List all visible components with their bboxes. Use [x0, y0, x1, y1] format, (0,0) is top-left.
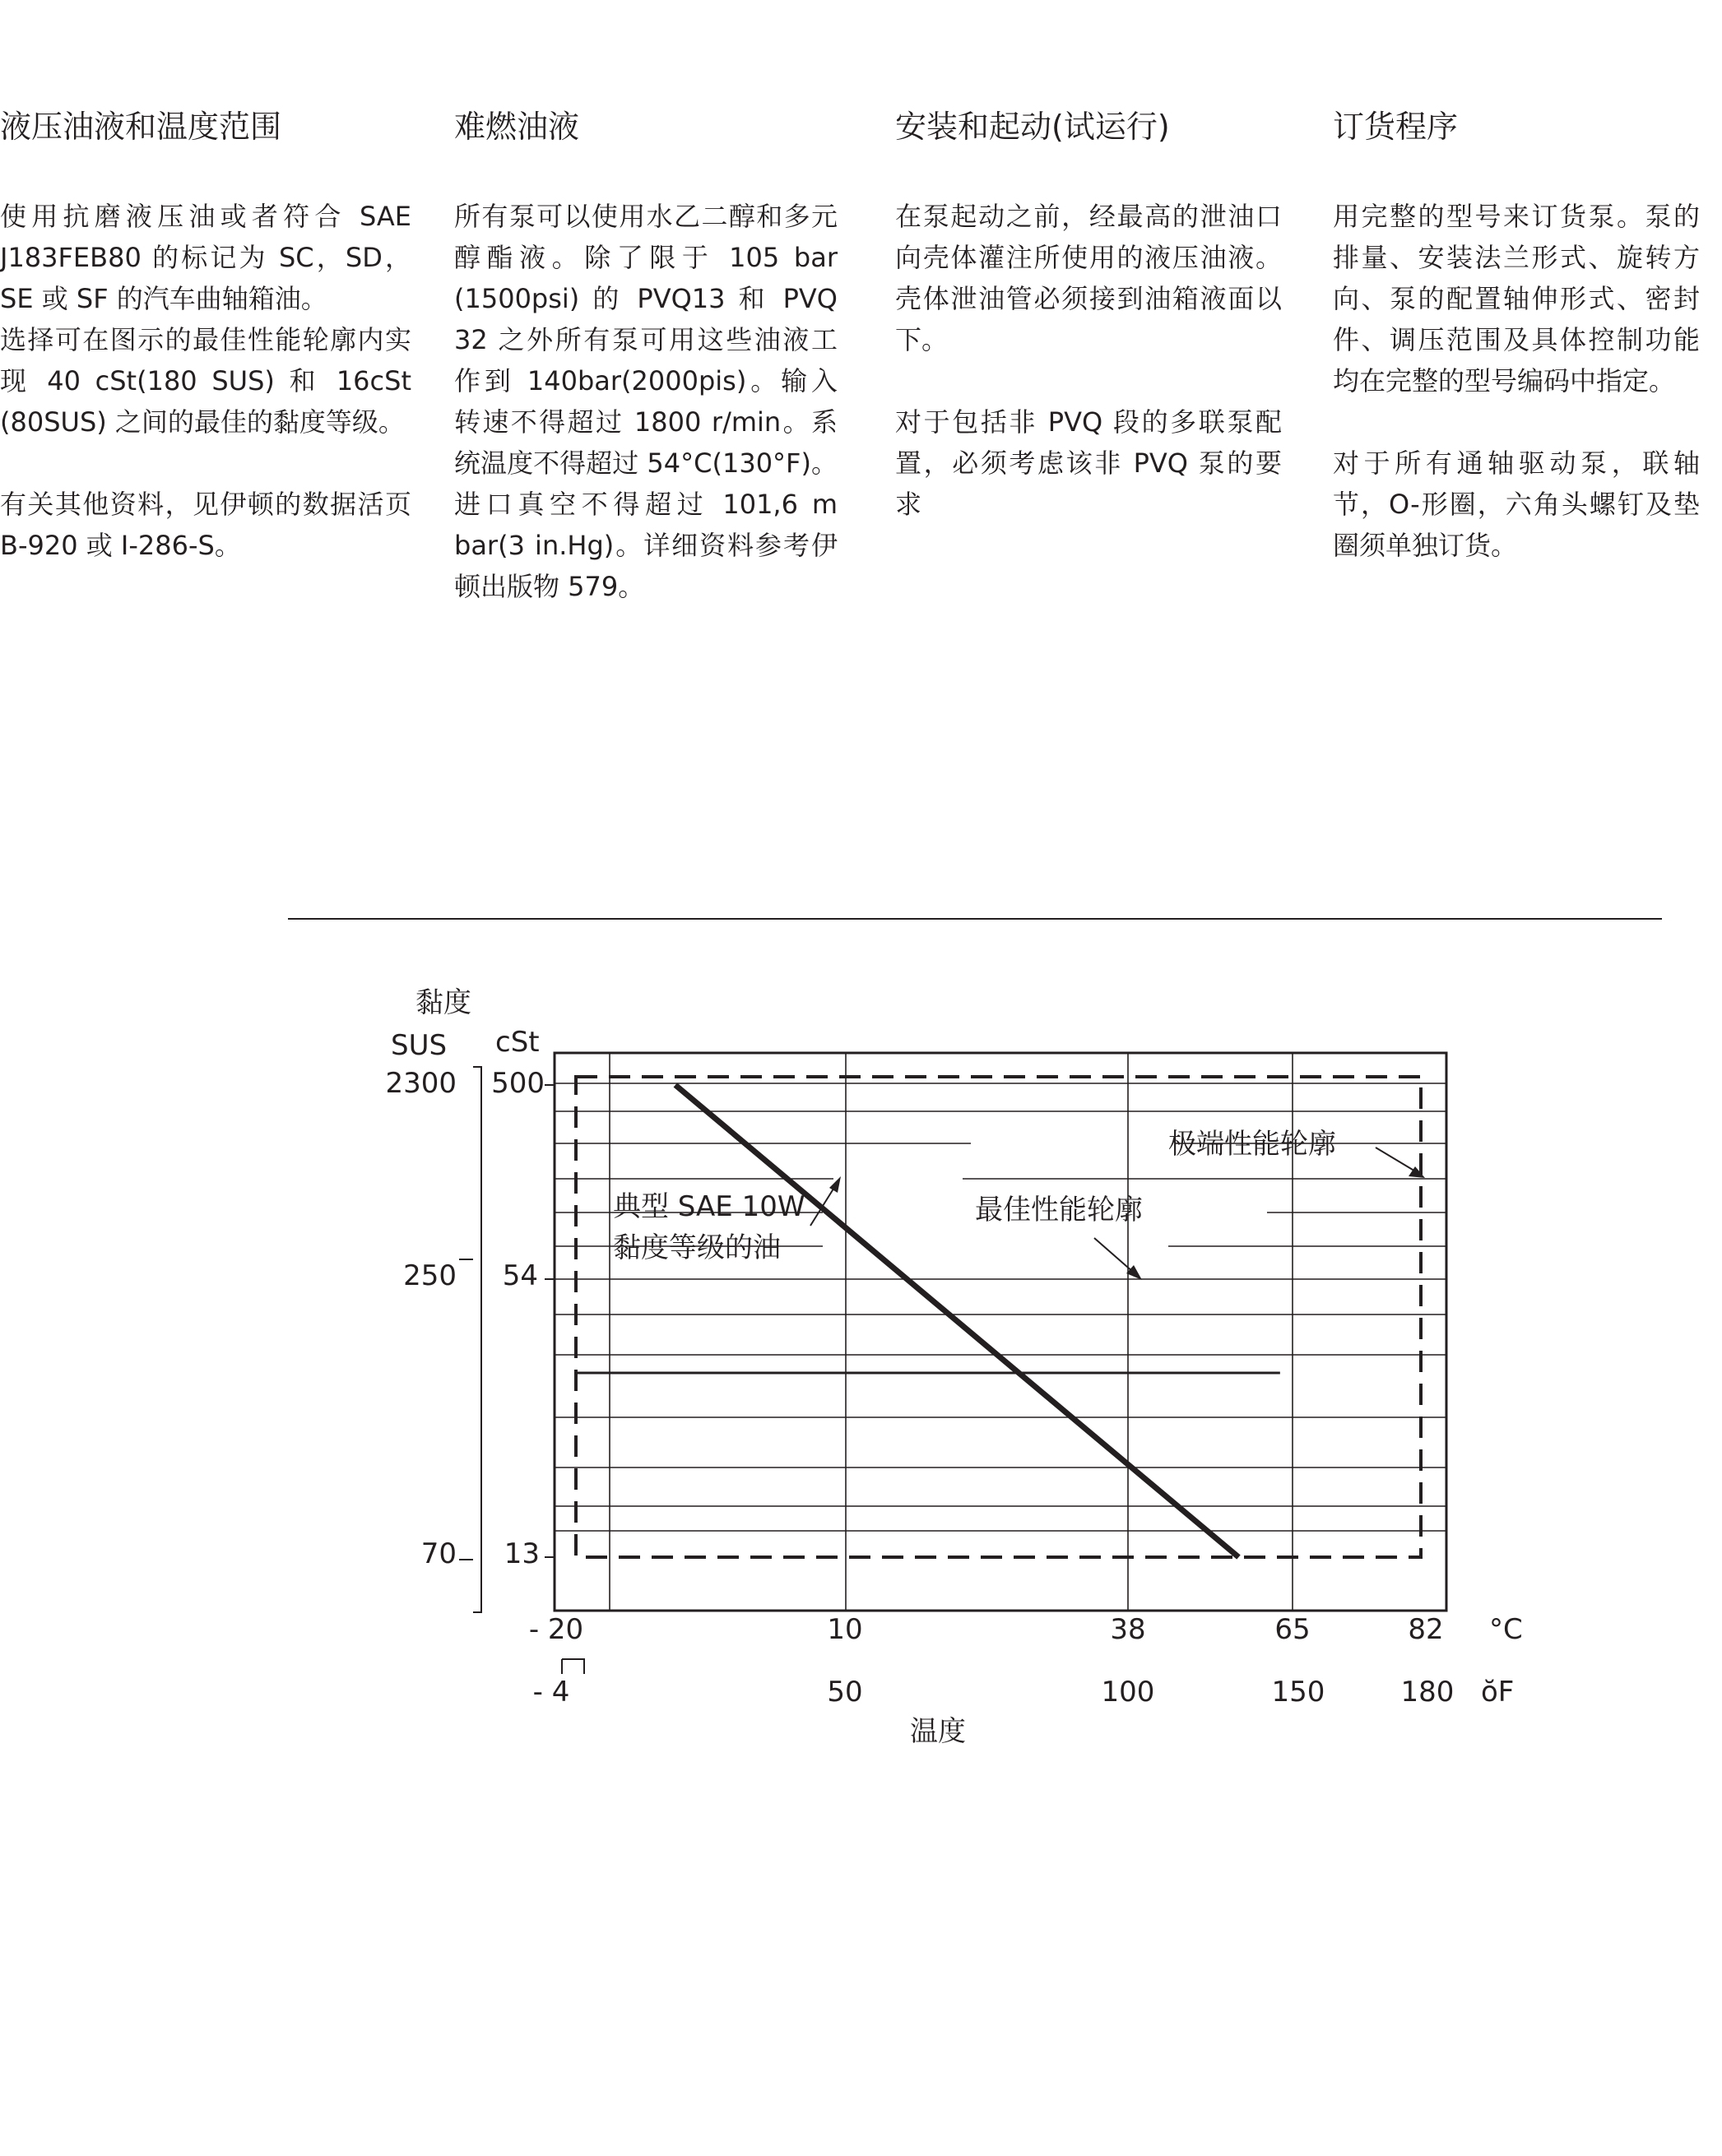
column-fluid-temperature [0, 105, 411, 566]
y-tick-cst: 13 [504, 1537, 540, 1570]
chart-labels [385, 986, 1522, 1748]
paragraph: 有关其他资料，见伊顿的数据活页 B-920 或 I-286-S。 [0, 489, 411, 561]
y-unit-sus: SUS [391, 1029, 448, 1062]
y-axis-label: 黏度 [415, 986, 471, 1019]
column-title: 难燃油液 [454, 109, 580, 145]
paragraph: 对于所有通轴驱动泵，联轴节，O-形圈，六角头螺钉及垫圈须单独订货。 [1333, 447, 1700, 561]
paragraph: 所有泵可以使用水乙二醇和多元醇酯液。除了限于 105 bar (1500psi) 的 PVQ13 和 PVQ 32 之外所有泵可用这些油液工作到 140bar(2000pis)。输入转速不得超过 1800 r/min。系统温度不得超过 54°C(130°F)。进口真空不得超过 101,6 m bar(3 in.Hg)。详细资料参考伊顿出版物 579。 [454, 201, 838, 602]
paragraph: 在泵起动之前，经最高的泄油口向壳体灌注所使用的液压油液。壳体泄油管必须接到油箱液面以下。 [895, 201, 1282, 355]
x-tick-f: 180 [1400, 1676, 1455, 1709]
sus-scale-bracket [459, 1067, 481, 1612]
y-tick-cst: 500 [491, 1067, 545, 1100]
column-title: 液压油液和温度范围 [0, 109, 282, 145]
y-tick-cst: 54 [502, 1259, 538, 1292]
y-tick-sus: 70 [420, 1537, 457, 1570]
column-fire-resistant-fluids [454, 105, 838, 607]
x-tick-f: 100 [1101, 1676, 1155, 1709]
cst-tick-marks [545, 1085, 555, 1557]
paragraph: 对于包括非 PVQ 段的多联泵配置，必须考虑该非 PVQ 泵的要求 [895, 406, 1282, 520]
chart-series [675, 1085, 1239, 1557]
viscosity-temperature-chart [0, 946, 1722, 1769]
x-tick-c: - 20 [528, 1613, 584, 1646]
y-tick-sus: 2300 [385, 1067, 457, 1100]
x-tick-f: 150 [1271, 1676, 1325, 1709]
sae-oil-label: 典型 SAE 10W [613, 1190, 805, 1223]
x-tick-c: 82 [1408, 1613, 1444, 1646]
x-axis-label: 温度 [910, 1715, 966, 1748]
sae-10w-oil-line [675, 1085, 1239, 1557]
y-tick-sus: 250 [403, 1259, 457, 1292]
x-tick-c: 10 [827, 1613, 863, 1646]
sae-pointer-line [810, 1186, 835, 1226]
sae-oil-label: 黏度等级的油 [613, 1231, 781, 1264]
x-tick-c: 38 [1110, 1613, 1146, 1646]
paragraph: 用完整的型号来订货泵。泵的排量、安装法兰形式、旋转方向、泵的配置轴伸形式、密封件、调压范围及具体控制功能均在完整的型号编码中指定。 [1333, 201, 1700, 396]
column-installation-startup [895, 105, 1282, 525]
x-tick-f: - 4 [532, 1676, 570, 1709]
extreme-region-label: 极端性能轮廓 [1168, 1128, 1336, 1161]
x-unit-f: ŏF [1481, 1676, 1515, 1709]
section-divider [288, 918, 1662, 920]
x-tick-c: 65 [1274, 1613, 1311, 1646]
y-unit-cst: cSt [495, 1026, 540, 1059]
column-ordering-procedure [1333, 105, 1700, 566]
paragraph: 选择可在图示的最佳性能轮廓内实现 40 cSt(180 SUS) 和 16cSt (80SUS) 之间的最佳的黏度等级。 [0, 324, 411, 438]
optimal-region-label: 最佳性能轮廓 [975, 1194, 1143, 1226]
extreme-pointer-line [1376, 1148, 1417, 1172]
column-title: 安装和起动(试运行) [895, 109, 1170, 145]
x-tick-f: 50 [827, 1676, 863, 1709]
f-start-bracket [562, 1659, 584, 1674]
x-unit-c: °C [1489, 1613, 1523, 1646]
paragraph: 使用抗磨液压油或者符合 SAE J183FEB80 的标记为 SC，SD，SE 或 SF 的汽车曲轴箱油。 [0, 201, 411, 314]
column-title: 订货程序 [1333, 109, 1459, 145]
